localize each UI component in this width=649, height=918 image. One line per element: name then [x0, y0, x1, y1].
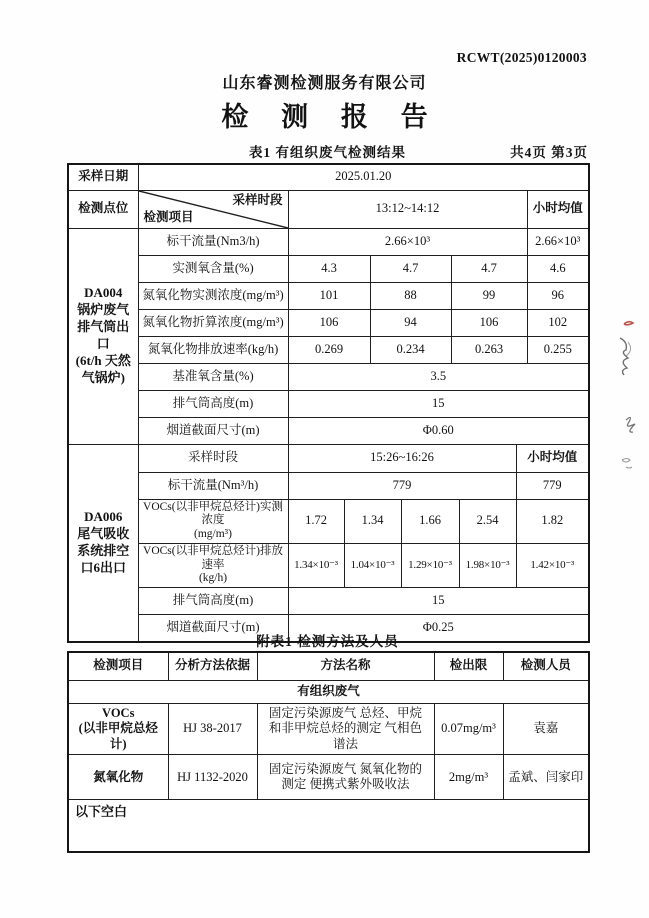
- page-number-info: 共4页 第3页: [510, 145, 588, 160]
- row-avg: 4.6: [527, 255, 589, 282]
- col-header-limit: 检出限: [434, 652, 503, 680]
- row-value: 106: [451, 309, 527, 336]
- row-value: 1.66: [401, 499, 459, 543]
- method-basis: HJ 1132-2020: [168, 755, 257, 800]
- report-number: RCWT(2025)0120003: [456, 50, 587, 65]
- col-header-method: 方法名称: [257, 652, 434, 680]
- row-value: 4.3: [288, 255, 370, 282]
- sampling-date-label: 采样日期: [68, 164, 138, 190]
- col-header-person: 检测人员: [503, 652, 589, 680]
- row-avg: 102: [527, 309, 589, 336]
- hourly-average-header: 小时均值: [516, 444, 589, 472]
- row-value: 15: [288, 588, 589, 615]
- row-value: Φ0.60: [288, 417, 589, 444]
- method-basis: HJ 38-2017: [168, 703, 257, 755]
- margin-stain-marks: [606, 312, 648, 477]
- point-cell-da006: [68, 444, 138, 642]
- row-value: 4.7: [451, 255, 527, 282]
- tester-names: 袁嘉: [503, 703, 589, 755]
- point-line: 锅炉废气排气筒出口: [77, 302, 130, 351]
- method-name: 固定污染源废气 总烃、甲烷和非甲烷总烃的测定 气相色谱法: [257, 703, 434, 755]
- row-label-line: (kg/h): [198, 572, 228, 585]
- monitoring-point-label: 检测点位: [68, 190, 138, 228]
- row-value: 15: [288, 390, 589, 417]
- method-item-line: (以非甲烷总烃计): [78, 721, 158, 751]
- table1-caption-row: [67, 141, 588, 159]
- row-label-line: (mg/m³): [194, 528, 232, 541]
- method-name: 固定污染源废气 氮氧化物的测定 便携式紫外吸收法: [257, 755, 434, 800]
- row-value: 88: [370, 282, 451, 309]
- method-item: [68, 703, 168, 755]
- row-value: 3.5: [288, 363, 589, 390]
- row-value: 1.34: [344, 499, 401, 543]
- point-line: 尾气吸收系统排空口6出口: [77, 525, 130, 575]
- table2-caption: 附表1 检测方法及人员: [256, 634, 399, 649]
- hourly-average-header: 小时均值: [527, 190, 589, 228]
- row-value: 94: [370, 309, 451, 336]
- row-label: [138, 499, 288, 543]
- row-value: 99: [451, 282, 527, 309]
- document-title: 检 测 报 告: [221, 102, 441, 132]
- group-row-organized-waste-gas: 有组织废气: [68, 680, 589, 703]
- row-avg: 779: [516, 472, 589, 499]
- method-item: 氮氧化物: [68, 755, 168, 800]
- point-line: DA006: [84, 508, 123, 524]
- row-value: Φ0.25: [288, 615, 589, 642]
- da006-period: 15:26~16:26: [288, 444, 516, 472]
- table1-caption: 表1 有组织废气检测结果: [248, 145, 407, 160]
- row-value: 106: [288, 309, 370, 336]
- point-line: (6t/h 天然气锅炉): [75, 352, 131, 385]
- row-label-line: VOCs(以非甲烷总烃计)实测浓度: [143, 500, 283, 527]
- row-value: 0.263: [451, 336, 527, 363]
- row-value: 1.98×10⁻³: [459, 543, 516, 587]
- diag-test-item-label: 检测项目: [143, 209, 194, 224]
- row-label: 氮氧化物折算浓度(mg/m³): [138, 309, 288, 336]
- diag-sampling-period-label: 采样时段: [232, 192, 283, 207]
- row-label: 烟道截面尺寸(m): [138, 615, 288, 642]
- diagonal-header-cell: [138, 190, 288, 228]
- row-label: 烟道截面尺寸(m): [138, 417, 288, 444]
- row-label: 实测氧含量(%): [138, 255, 288, 282]
- col-header-item: 检测项目: [68, 652, 168, 680]
- method-item-line: VOCs: [102, 705, 135, 720]
- row-label: [138, 543, 288, 587]
- point-line: DA004: [84, 285, 123, 301]
- row-value: 101: [288, 282, 370, 309]
- row-label: 排气筒高度(m): [138, 588, 288, 615]
- row-avg: 0.255: [527, 336, 589, 363]
- row-label: 氮氧化物排放速率(kg/h): [138, 336, 288, 363]
- tester-names: 孟斌、闫家印: [503, 755, 589, 800]
- row-label-line: VOCs(以非甲烷总烃计)排放速率: [143, 544, 283, 571]
- methods-table: [67, 651, 590, 853]
- row-value: 2.66×10³: [288, 228, 527, 255]
- col-header-basis: 分析方法依据: [168, 652, 257, 680]
- detection-limit: 2mg/m³: [434, 755, 503, 800]
- row-value: 4.7: [370, 255, 451, 282]
- row-label: 标干流量(Nm³/h): [138, 472, 288, 499]
- row-value: 2.54: [459, 499, 516, 543]
- row-value: 1.34×10⁻³: [288, 543, 344, 587]
- results-table: [67, 163, 590, 643]
- row-label: 排气筒高度(m): [138, 390, 288, 417]
- da004-period: 13:12~14:12: [288, 190, 527, 228]
- row-avg: 2.66×10³: [527, 228, 589, 255]
- company-name: 山东睿测检测服务有限公司: [222, 75, 427, 92]
- row-value: 0.269: [288, 336, 370, 363]
- row-label: 氮氧化物实测浓度(mg/m³): [138, 282, 288, 309]
- detection-limit: 0.07mg/m³: [434, 703, 503, 755]
- row-label: 采样时段: [138, 444, 288, 472]
- row-value: 0.234: [370, 336, 451, 363]
- row-label: 标干流量(Nm3/h): [138, 228, 288, 255]
- sampling-date-value: 2025.01.20: [138, 164, 589, 190]
- row-avg: 1.42×10⁻³: [516, 543, 589, 587]
- row-avg: 1.82: [516, 499, 589, 543]
- row-label: 基准氧含量(%): [138, 363, 288, 390]
- row-value: 1.04×10⁻³: [344, 543, 401, 587]
- row-avg: 96: [527, 282, 589, 309]
- row-value: 779: [288, 472, 516, 499]
- row-value: 1.72: [288, 499, 344, 543]
- row-value: 1.29×10⁻³: [401, 543, 459, 587]
- point-cell-da004: [68, 228, 138, 444]
- blank-below-note: 以下空白: [68, 800, 589, 852]
